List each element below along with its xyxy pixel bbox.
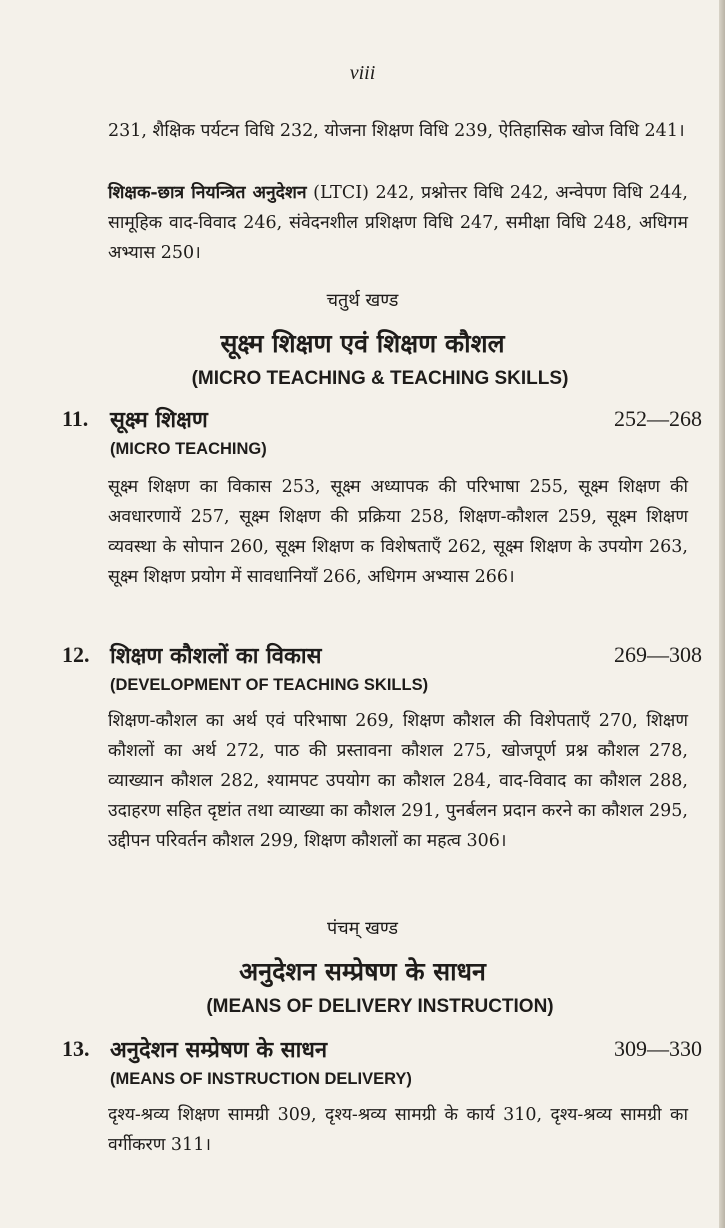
section-4-title: सूक्ष्म शिक्षण एवं शिक्षण कौशल bbox=[220, 329, 505, 358]
chapter-13-subtitle: (MEANS OF INSTRUCTION DELIVERY) bbox=[110, 1070, 412, 1088]
chapter-13-content: दृश्य-श्रव्य शिक्षण सामग्री 309, दृश्य-श्रव्य सामग्री के कार्य 310, दृश्य-श्रव्य सामग्री का वर्गीकरण 311। bbox=[108, 1105, 688, 1155]
chapter-11-heading bbox=[62, 406, 702, 440]
section-5-title-en: (MEANS OF DELIVERY INSTRUCTION) bbox=[206, 996, 554, 1017]
intro-paragraph-2-text: (LTCI) 242, प्रश्नोत्तर विधि 242, अन्वेपण विधि 244, सामूहिक वाद-विवाद 246, संवेदनशील प्रशिक्षण विधि 247, समीक्षा विधि 248, अधिगम अभ्यास 250। bbox=[108, 183, 688, 263]
chapter-number: 11. bbox=[62, 406, 89, 431]
chapter-11-content: सूक्ष्म शिक्षण का विकास 253, सूक्ष्म अध्यापक की परिभाषा 255, सूक्ष्म शिक्षण की अवधारणायें 257, सूक्ष्म शिक्षण की प्रक्रिया 258, शिक्षण-कौशल 259, सूक्ष्म शिक्षण व्यवस्था के सोपान 260, सूक्ष्म शिक्षण क विशेषताएँ 262, सूक्ष्म शिक्षण के उपयोग 263, सूक्ष्म शिक्षण प्रयोग में सावधानियाँ 266, अधिगम अभ्यास 266। bbox=[108, 477, 688, 587]
chapter-pages: 269—308 bbox=[614, 642, 702, 667]
page-spine-edge bbox=[719, 0, 725, 1228]
section-5-khand: पंचम् खण्ड bbox=[326, 918, 399, 939]
intro-paragraph-1: 231, शैक्षिक पर्यटन विधि 232, योजना शिक्षण विधि 239, ऐतिहासिक खोज विधि 241। bbox=[108, 121, 685, 141]
chapter-title: सूक्ष्म शिक्षण bbox=[110, 407, 208, 433]
chapter-12-heading bbox=[62, 642, 702, 676]
section-4-title-en: (MICRO TEACHING & TEACHING SKILLS) bbox=[191, 368, 569, 389]
chapter-number: 12. bbox=[62, 642, 90, 667]
intro-paragraph-2-bold: शिक्षक-छात्र नियन्त्रित अनुदेशन bbox=[108, 183, 307, 203]
section-5-title: अनुदेशन सम्प्रेषण के साधन bbox=[239, 957, 486, 986]
chapter-title: अनुदेशन सम्प्रेषण के साधन bbox=[110, 1037, 328, 1063]
chapter-12-content: शिक्षण-कौशल का अर्थ एवं परिभाषा 269, शिक्षण कौशल की विशेपताएँ 270, शिक्षण कौशलों का अर्थ 272, पाठ की प्रस्तावना कौशल 275, खोजपूर्ण प्रश्न कौशल 278, व्याख्यान कौशल 282, श्यामपट उपयोग का कौशल 284, वाद-विवाद का कौशल 288, उदाहरण सहित दृष्टांत तथा व्याख्या का कौशल 291, पुनर्बलन प्रदान करने का कौशल 295, उद्दीपन परिवर्तन कौशल 299, शिक्षण कौशलों का महत्व 306। bbox=[108, 711, 688, 851]
chapter-11-subtitle: (MICRO TEACHING) bbox=[110, 440, 267, 458]
chapter-13-heading bbox=[62, 1036, 702, 1070]
chapter-pages: 252—268 bbox=[614, 406, 702, 431]
section-4-khand: चतुर्थ खण्ड bbox=[326, 290, 399, 311]
intro-paragraph-2 bbox=[108, 178, 688, 268]
chapter-title: शिक्षण कौशलों का विकास bbox=[110, 643, 322, 669]
chapter-number: 13. bbox=[62, 1036, 90, 1061]
chapter-12-subtitle: (DEVELOPMENT OF TEACHING SKILLS) bbox=[110, 676, 429, 694]
page-number: viii bbox=[349, 62, 376, 84]
chapter-pages: 309—330 bbox=[614, 1036, 702, 1061]
